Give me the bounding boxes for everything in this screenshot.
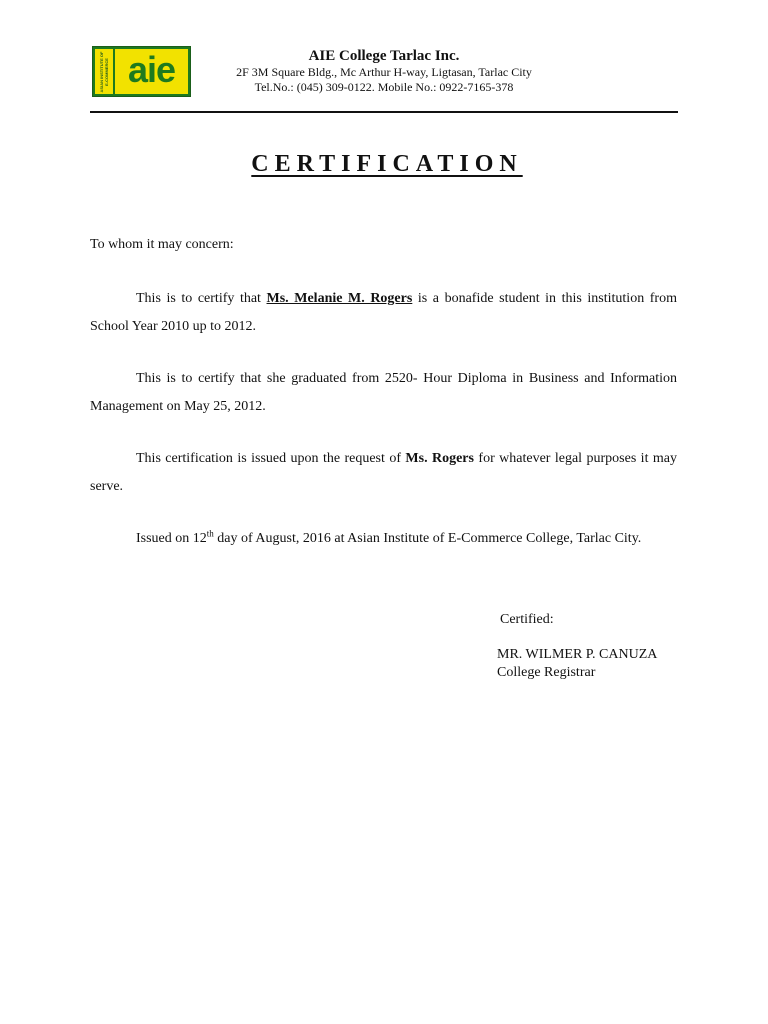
- org-name: AIE College Tarlac Inc.: [308, 48, 460, 64]
- certified-label: Certified:: [500, 612, 554, 627]
- signatory-name: MR. WILMER P. CANUZA: [497, 647, 658, 662]
- paragraph-request-pre: This certification is issued upon the request of: [136, 451, 406, 466]
- student-name: Ms. Melanie M. Rogers: [266, 291, 413, 306]
- paragraph-graduation: This is to certify that she graduated from 2520- Hour Diploma in Business and Information Management on May 25, 2012.: [90, 371, 677, 414]
- logo-side-text: ASIAN INSTITUTE OF E-COMMERCE: [99, 51, 109, 92]
- logo-main-panel: [115, 49, 188, 94]
- paragraph-enrollment-pre: This is to certify that: [136, 291, 267, 306]
- issued-post: day of August, 2016 at Asian Institute of E-Commerce College, Tarlac City.: [213, 531, 642, 546]
- header-divider: [90, 111, 678, 113]
- paragraph-issued: [90, 525, 677, 553]
- logo-word: aie: [127, 48, 176, 90]
- org-address: 2F 3M Square Bldg., Mc Arthur H-way, Ligtasan, Tarlac City: [236, 65, 532, 79]
- letterhead-text: [200, 48, 568, 95]
- issued-pre: Issued on 12: [136, 531, 207, 546]
- paragraph-request: [90, 445, 677, 501]
- paragraph-enrollment: [90, 285, 677, 341]
- org-contact: Tel.No.: (045) 309-0122. Mobile No.: 0922-7165-378: [254, 80, 514, 94]
- issued-ordinal: th: [206, 528, 214, 539]
- logo-side-band: [95, 49, 113, 94]
- paragraph-enrollment-post: is a bonafide student in this institution from School Year 2010 up to 2012.: [90, 291, 677, 334]
- signatory-title: College Registrar: [497, 665, 596, 680]
- aie-logo: [92, 46, 191, 97]
- greeting: To whom it may concern:: [90, 237, 234, 252]
- document-title: CERTIFICATION: [251, 151, 523, 177]
- paragraph-request-post: for whatever legal purposes it may serve.: [90, 451, 677, 494]
- requester-name: Ms. Rogers: [405, 451, 474, 466]
